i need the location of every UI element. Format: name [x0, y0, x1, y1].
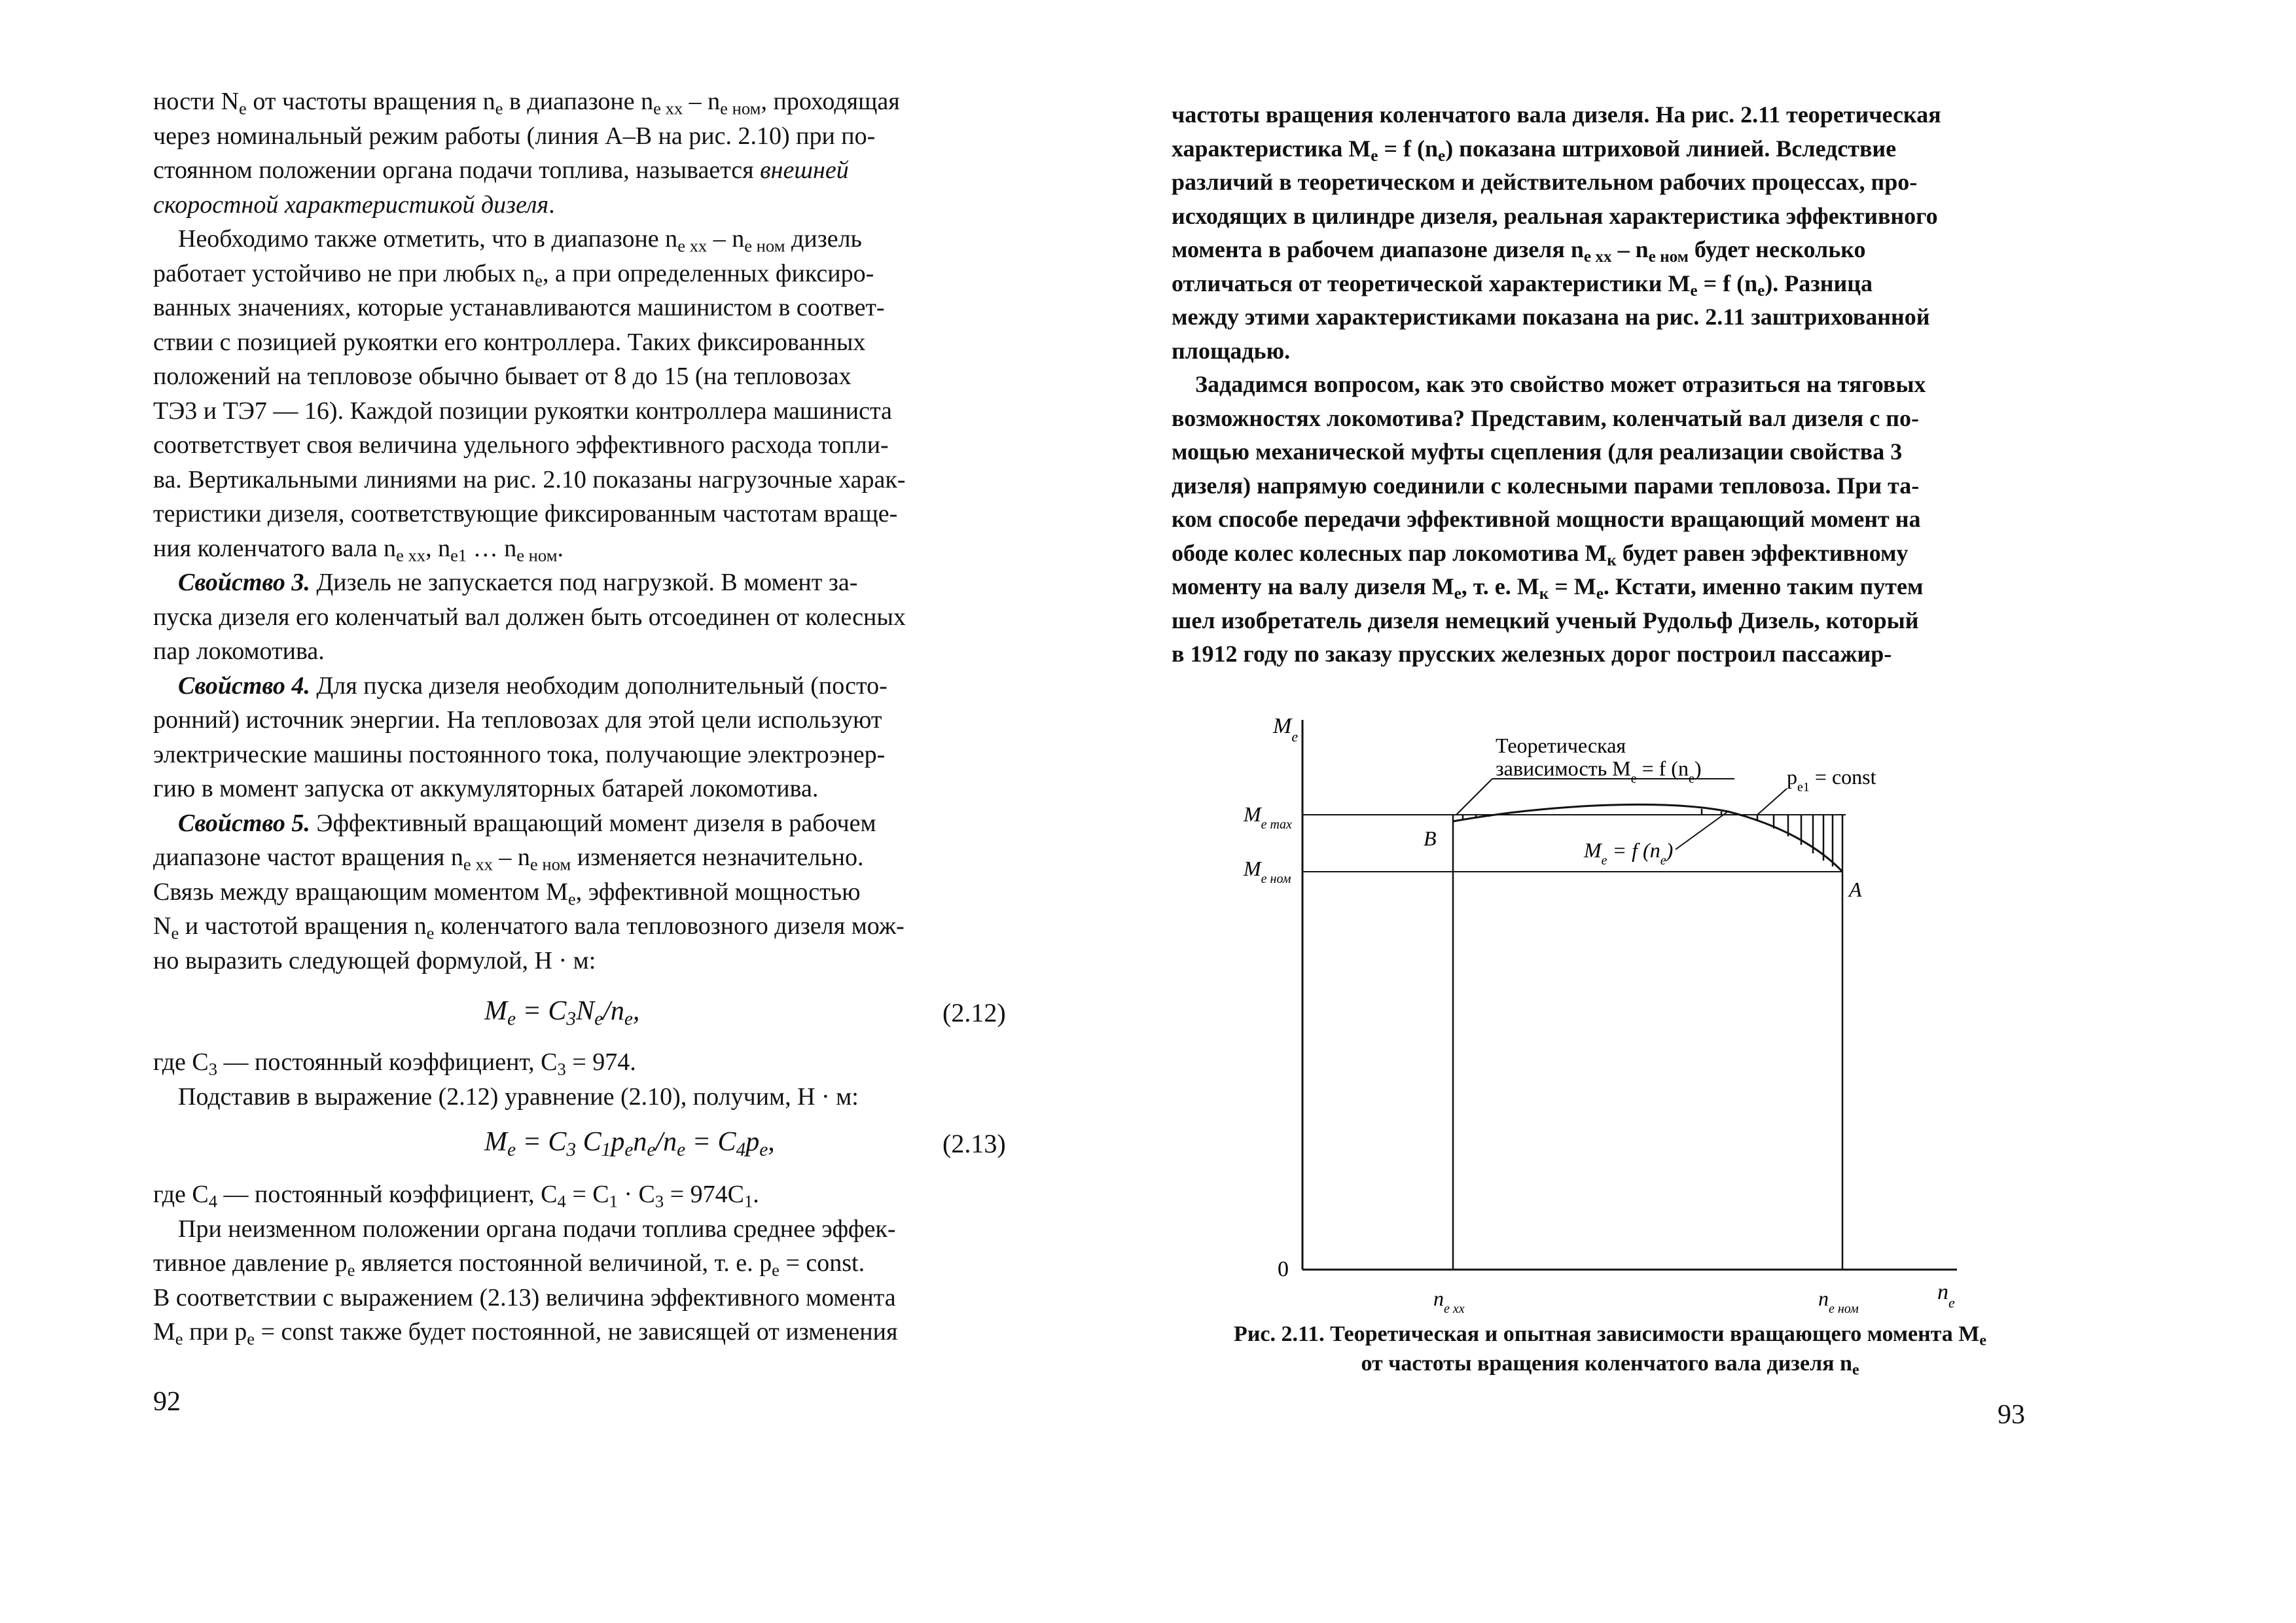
- right-paragraph-line-10: возможностях локомотива? Представим, коленчатый вал дизеля с по-: [1172, 404, 1919, 431]
- y-axis-label: $M_e$: [1273, 714, 1299, 745]
- left-paragraph-line-25: $N_e$ и частотой вращения $n_e$ коленчатого вала тепловозного дизеля мож-: [153, 912, 905, 943]
- left-paragraph-line-3: стоянном положении органа подачи топлива, называется внешней: [153, 156, 849, 184]
- substitution-line: Подставив в выражение (2.12) уравнение (2.10), получим, Н · м:: [153, 1083, 859, 1111]
- left-paragraph-2-line-4: В соответствии с выражением (2.13) величина эффективного момента: [153, 1283, 896, 1311]
- theory-label-2: зависимость $M_e = f$ $(n_e)$: [1496, 757, 1702, 786]
- left-paragraph-line-9: положений на тепловозе обычно бывает от 8 до 15 (на тепловозах: [153, 363, 852, 390]
- left-paragraph-line-1: ности $N_e$ от частоты вращения $n_e$ в диапазоне $n_{e xx} - n_{e ном}$, проходящая: [153, 88, 900, 118]
- right-paragraph-line-6: отличаться от теоретической характеристики $M_e = f$ $(n_e)$. Разница: [1172, 270, 1873, 300]
- left-paragraph-line-22: Свойство 5. Эффективный вращающий момент дизеля в рабочем: [178, 809, 876, 837]
- n-xx-label: $n_{e xx}$: [1433, 1287, 1465, 1316]
- formula-2-12-number: (2.12): [942, 998, 1006, 1027]
- right-paragraph-line-1: частоты вращения коленчатого вала дизеля. На рис. 2.11 теоретическая: [1172, 101, 1941, 128]
- left-paragraph-line-20: электрические машины постоянного тока, получающие электроэнер-: [153, 740, 886, 768]
- left-paragraph-line-13: теристики дизеля, соответствующие фиксированным частотам враще-: [153, 500, 898, 527]
- right-paragraph-line-9: Зададимся вопросом, как это свойство может отразиться на тяговых: [1172, 371, 1926, 397]
- right-paragraph-line-15: моменту на валу дизеля $M_e$, т. е. $M_к = M_e$. Кстати, именно таким путем: [1172, 573, 1924, 603]
- left-paragraph-line-26: но выразить следующей формулой, Н · м:: [153, 946, 596, 974]
- me-nom-label: $M_{e ном}$: [1244, 857, 1291, 886]
- zero-label: 0: [1278, 1257, 1289, 1281]
- formula-2-13: $M_e = C_3$ $C_1p_en_e/n_e = C_4p_e$,: [484, 1127, 775, 1161]
- left-paragraph-line-14: ния коленчатого вала $n_{e xx}$, $n_{e1}$ … $n_{e ном}$.: [153, 534, 564, 565]
- left-paragraph-line-8: ствии с позицией рукоятки его контроллера. Таких фиксированных: [153, 328, 866, 356]
- left-paragraph-line-6: работает устойчиво не при любых $n_e$, а при определенных фиксиро-: [153, 259, 874, 290]
- formula-2-12: $M_e = C_3N_e/n_e$,: [484, 996, 640, 1030]
- left-paragraph-line-12: ва. Вертикальными линиями на рис. 2.10 показаны нагрузочные харак-: [153, 465, 906, 493]
- right-paragraph-line-5: момента в рабочем диапазоне дизеля $n_{e xx} - n_{e ном}$ будет несколько: [1172, 236, 1866, 266]
- right-paragraph-line-13: ком способе передачи эффективной мощности вращающий момент на: [1172, 506, 1921, 532]
- left-paragraph-line-16: пуска дизеля его коленчатый вал должен быть отсоединен от колесных: [153, 603, 906, 631]
- after-formula-1: где $C_3$ — постоянный коэффициент, $C_3 = 974$.: [153, 1048, 636, 1079]
- left-paragraph-line-24: Связь между вращающим моментом $M_e$, эффективной мощностью: [153, 878, 861, 908]
- left-paragraph-line-4: скоростной характеристикой дизеля.: [153, 190, 555, 219]
- left-paragraph-line-15: Свойство 3. Дизель не запускается под нагрузкой. В момент за-: [178, 569, 858, 596]
- right-paragraph-line-8: площадью.: [1172, 337, 1291, 364]
- page-number-left: 92: [153, 1387, 181, 1417]
- right-paragraph-line-2: характеристика $M_e = f$ $(n_e)$ показана штриховой линией. Вследствие: [1172, 135, 1897, 165]
- figure-2-11: [1204, 707, 2016, 1322]
- left-paragraph-2-line-3: тивное давление $p_e$ является постоянной величиной, т. е. $p_e$ = const.: [153, 1249, 865, 1280]
- theory-label-1: Теоретическая: [1496, 734, 1626, 757]
- right-paragraph-line-7: между этими характеристиками показана на рис. 2.11 заштрихованной: [1172, 304, 1930, 330]
- left-paragraph-2-line-1: где $C_4$ — постоянный коэффициент, $C_4 = C_1 \cdot C_3 = 974C_1$.: [153, 1181, 759, 1211]
- formula-2-13-number: (2.13): [942, 1129, 1006, 1158]
- point-b-label: B: [1424, 827, 1437, 850]
- curve-label: $M_e = f$ $(n_e)$: [1584, 838, 1674, 868]
- right-paragraph-line-4: исходящих в цилиндре дизеля, реальная характеристика эффективного: [1172, 202, 1938, 229]
- right-paragraph-line-11: мощью механической муфты сцепления (для реализации свойства 3: [1172, 438, 1903, 465]
- right-paragraph-line-14: ободе колес колесных пар локомотива $M_к$ будет равен эффективному: [1172, 539, 1909, 569]
- left-paragraph-line-23: диапазоне частот вращения $n_{e xx} - n_{e ном}$ изменяется незначительно.: [153, 844, 864, 874]
- left-paragraph-line-2: через номинальный режим работы (линия A–B на рис. 2.10) при по-: [153, 122, 876, 150]
- pe-label: $p_{e1}$ = const: [1787, 765, 1876, 794]
- left-paragraph-line-10: ТЭ3 и ТЭ7 — 16). Каждой позиции рукоятки контроллера машиниста: [153, 397, 892, 425]
- me-max-label: $M_{e max}$: [1244, 802, 1292, 832]
- page-number-right: 93: [1998, 1400, 2025, 1430]
- left-paragraph-line-5: Необходимо также отметить, что в диапазоне $n_{e xx} - n_{e ном}$ дизель: [153, 225, 862, 256]
- x-axis-label: $n_e$: [1937, 1280, 1955, 1311]
- figure-caption-line-2: от частоты вращения коленчатого вала дизеля $n_e$: [1361, 1351, 1859, 1379]
- left-paragraph-line-19: ронний) источник энергии. На тепловозах для этой цели используют: [153, 706, 882, 734]
- right-paragraph-line-3: различий в теоретическом и действительном рабочих процессах, про-: [1172, 169, 1918, 195]
- pe-leader: [1757, 789, 1787, 815]
- left-paragraph-line-18: Свойство 4. Для пуска дизеля необходим дополнительный (посто-: [178, 671, 888, 700]
- left-paragraph-2-line-5: $M_e$ при $p_e$ = const также будет постоянной, не зависящей от изменения: [153, 1318, 898, 1349]
- curve-leader: [1676, 812, 1728, 849]
- right-paragraph-line-17: в 1912 году по заказу прусских железных дорог построил пассажир-: [1172, 641, 1892, 667]
- left-paragraph-line-21: гию в момент запуска от аккумуляторных батарей локомотива.: [153, 775, 819, 802]
- n-nom-label: $n_{e ном}$: [1818, 1287, 1859, 1316]
- left-paragraph-2-line-2: При неизменном положении органа подачи топлива среднее эффек-: [153, 1215, 896, 1243]
- figure-caption-line-1: Рис. 2.11. Теоретическая и опытная зависимости вращающего момента $M_e$: [1234, 1322, 1986, 1349]
- point-a-label: A: [1849, 878, 1862, 901]
- left-paragraph-line-7: ванных значениях, которые устанавливаются машинистом в соответ-: [153, 294, 885, 321]
- theory-leader: [1456, 779, 1492, 815]
- left-paragraph-line-11: соответствует своя величина удельного эффективного расхода топли-: [153, 431, 889, 459]
- left-paragraph-line-17: пар локомотива.: [153, 637, 325, 665]
- right-paragraph-line-16: шел изобретатель дизеля немецкий ученый Рудольф Дизель, который: [1172, 607, 1919, 633]
- right-paragraph-line-12: дизеля) напрямую соединили с колесными парами тепловоза. При та-: [1172, 472, 1920, 499]
